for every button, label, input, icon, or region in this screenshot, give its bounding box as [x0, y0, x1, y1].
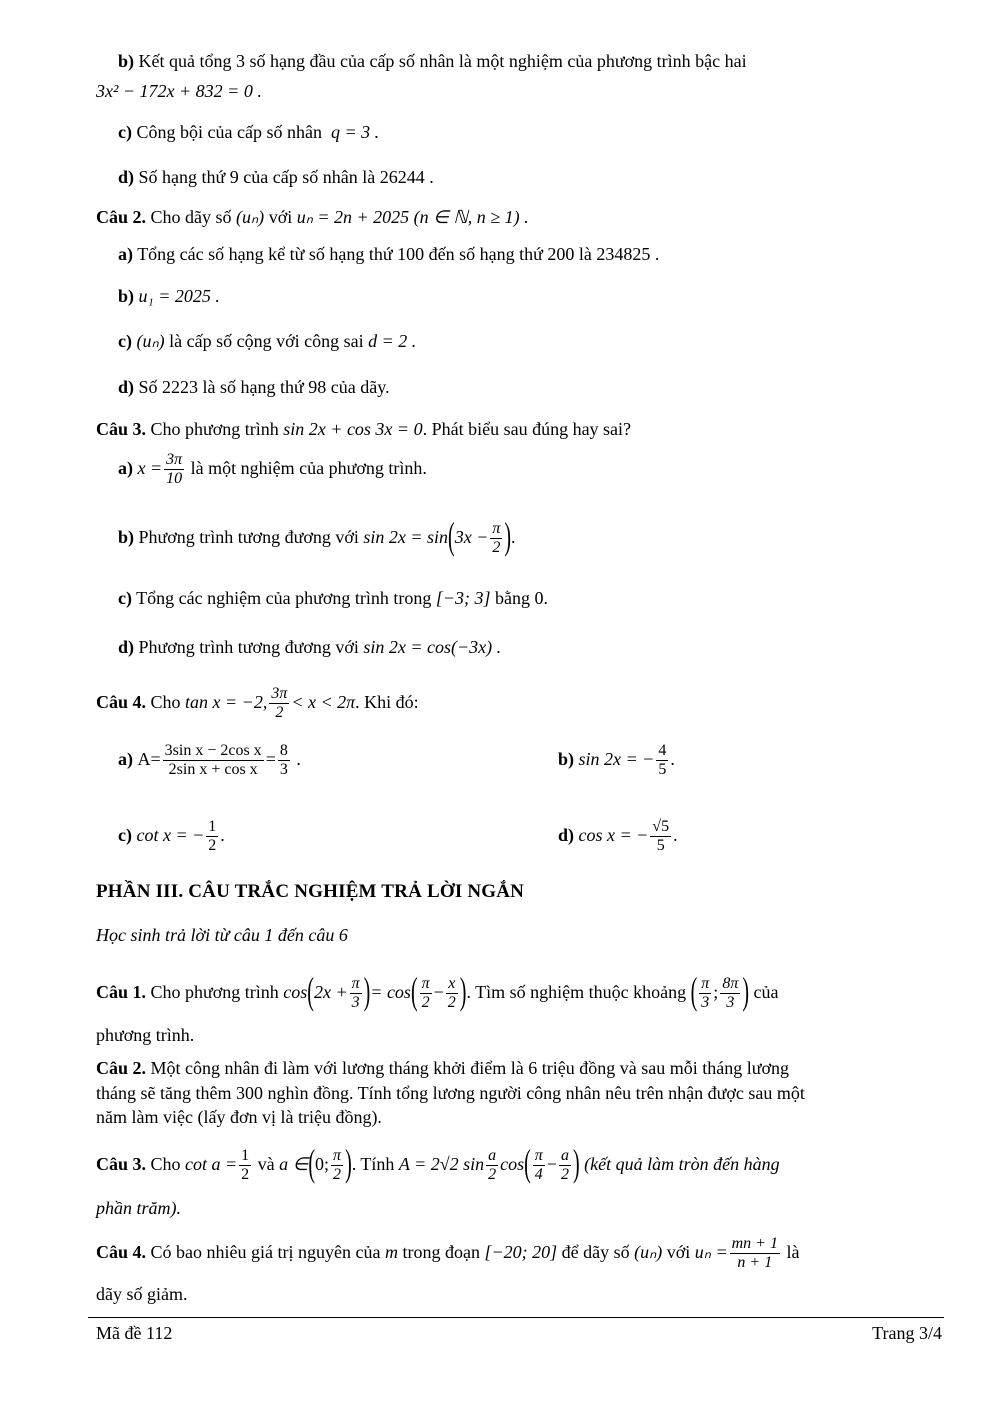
cau2-stem: Câu 2. Cho dãy số (uₙ) với uₙ = 2n + 2025 (n ∈ ℕ, n ≥ 1) .: [96, 207, 529, 227]
cau3-option-b: b) Phương trình tương đương với sin 2x = sin(3x − $\frac{\pi}{2}$ ).: [118, 516, 516, 558]
short-q1: Câu 1. Cho phương trình cos(2x + $\frac{\pi}{3}$ )= cos( $\frac{\pi}{2}$ − $\frac{x}{2}$ ). Tìm số nghiệm thuộc khoảng ( $\frac{\pi}{3}$ ; $\frac{8\pi}{3}$ ) của: [96, 971, 779, 1013]
cau4-option-c: c) cot x = − $\frac{1}{2}$ .: [118, 818, 225, 855]
cau2-option-a: a) Tổng các số hạng kể từ số hạng thứ 100 đến số hạng thứ 200 là 234825 .: [118, 244, 660, 264]
q1-option-c: c) Công bội của cấp số nhân q = 3 .: [118, 122, 380, 142]
short-q2-line3: năm làm việc (lấy đơn vị là triệu đồng).: [96, 1107, 382, 1127]
cau2-option-c: c) (uₙ) là cấp số cộng với công sai d = 2 .: [118, 331, 417, 351]
cau2-option-b: b) u₁ = 2025 .: [118, 286, 220, 306]
cau2-option-d: d) Số 2223 là số hạng thứ 98 của dãy.: [118, 377, 390, 397]
fraction: $\frac{3\pi}{10}$: [166, 451, 183, 488]
q1-option-b: b) Kết quả tổng 3 số hạng đầu của cấp số nhân là một nghiệm của phương trình bậc hai: [118, 51, 747, 71]
section-heading: PHẦN III. CÂU TRẮC NGHIỆM TRẢ LỜI NGẮN: [96, 881, 525, 902]
q1-option-b-equation: 3x² − 172x + 832 = 0 .: [96, 81, 262, 101]
q1-option-d: d) Số hạng thứ 9 của cấp số nhân là 26244 .: [118, 167, 434, 187]
cau3-option-a: a) x = $\frac{3\pi}{10}$ là một nghiệm của phương trình.: [118, 451, 427, 488]
short-q1-cont: phương trình.: [96, 1025, 195, 1045]
short-q2-line2: tháng sẽ tăng thêm 300 nghìn đồng. Tính tổng lương người công nhân nêu trên nhận được sau một: [96, 1083, 805, 1103]
cau3-option-d: d) Phương trình tương đương với sin 2x = cos(−3x) .: [118, 637, 502, 657]
page-number: Trang 3/4: [872, 1323, 942, 1343]
short-q4: Câu 4. Có bao nhiêu giá trị nguyên của m trong đoạn [−20; 20] để dãy số (uₙ) với uₙ = $\frac{mn + 1}{n + 1}$ là: [96, 1235, 800, 1272]
short-q3-cont: phần trăm).: [96, 1198, 181, 1218]
section-instruction: Học sinh trả lời từ câu 1 đến câu 6: [96, 925, 348, 945]
short-q4-cont: dãy số giảm.: [96, 1284, 188, 1304]
cau3-stem: Câu 3. Cho phương trình sin 2x + cos 3x = 0. Phát biểu sau đúng hay sai?: [96, 419, 632, 439]
exam-code: Mã đề 112: [96, 1323, 173, 1343]
footer-divider: [88, 1317, 944, 1318]
cau4-option-b: b) sin 2x = − $\frac{4}{5}$ .: [558, 742, 675, 779]
cau4-stem: Câu 4. Cho tan x = −2, $\frac{3\pi}{2}$ < x < 2π. Khi đó:: [96, 685, 419, 722]
cau4-option-a: a) A= $\frac{\text{3sin x − 2cos x}}{\text{2sin x + cos x}}$ = $\frac{8}{3}$ .: [118, 742, 301, 779]
short-q3: Câu 3. Cho cot a = $\frac{1}{2}$ và a ∈(0; $\frac{\pi}{2}$ ). Tính A = 2√2 sin $\frac{a}{2}$ cos( $\frac{\pi}{4}$ − $\frac{a}{2}$ ) (kết quả làm tròn đến hàng: [96, 1143, 780, 1185]
short-q2: Câu 2. Một công nhân đi làm với lương tháng khởi điểm là 6 triệu đồng và sau mỗi tháng lương: [96, 1058, 790, 1078]
cau4-option-d: d) cos x = − $\frac{√5}{5}$ .: [558, 818, 678, 855]
cau3-option-c: c) Tổng các nghiệm của phương trình trong [−3; 3] bằng 0.: [118, 588, 549, 608]
